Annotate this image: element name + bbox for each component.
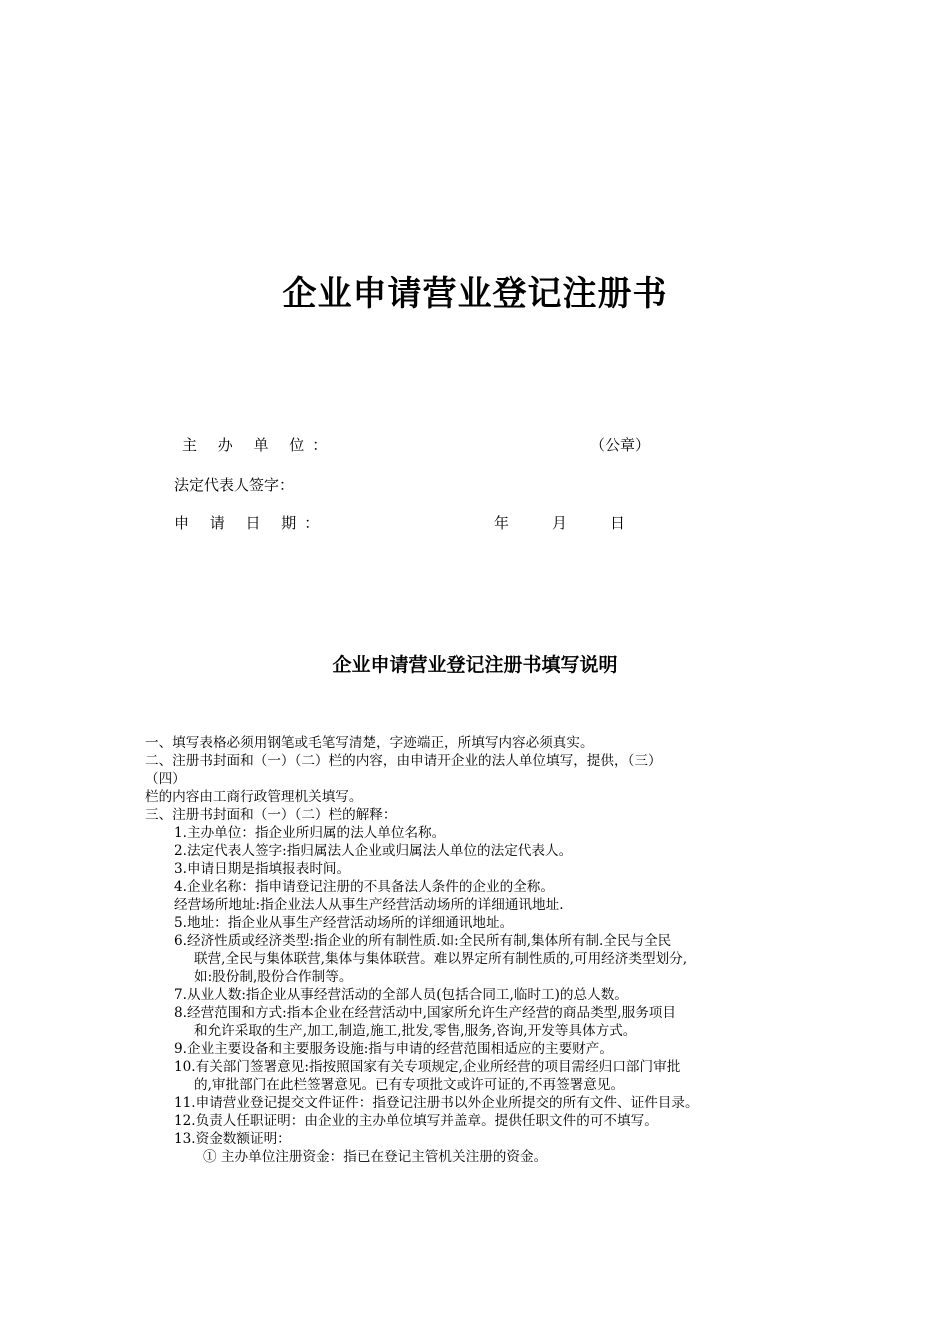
instruction-item: 11.申请营业登记提交文件证件：指登记注册书以外企业所提交的所有文件、证件目录。: [174, 1095, 699, 1111]
instruction-item: 经营场所地址:指企业法人从事生产经营活动场所的详细通讯地址.: [174, 897, 564, 913]
host-unit-label: 主 办 单 位：: [182, 436, 336, 454]
instruction-item-continuation: 联营,全民与集体联营,集体与集体联营。难以界定所有制性质的,可用经济类型划分,: [194, 951, 688, 967]
instruction-item-continuation: 和允许采取的生产,加工,制造,施工,批发,零售,服务,咨询,开发等具体方式。: [194, 1023, 637, 1039]
instructions-title: 企业申请营业登记注册书填写说明: [332, 654, 618, 676]
instruction-line: 三、注册书封面和（一）（二）栏的解释：: [145, 807, 397, 823]
instruction-item: 3.申请日期是指填报表时间。: [174, 861, 351, 877]
date-month-label: 月: [552, 514, 568, 532]
instruction-line: （四）: [145, 771, 186, 787]
instruction-item: 13.资金数额证明：: [174, 1131, 291, 1147]
instruction-item-continuation: 如:股份制,股份合作制等。: [194, 969, 353, 985]
instruction-item: 9.企业主要设备和主要服务设施:指与申请的经营范围相适应的主要财产。: [174, 1041, 613, 1057]
instruction-line: 栏的内容由工商行政管理机关填写。: [145, 789, 363, 805]
date-year-label: 年: [494, 514, 510, 532]
instruction-item: 8.经营范围和方式:指本企业在经营活动中,国家所允许生产经营的商品类型,服务项目: [174, 1005, 676, 1021]
instruction-item: 2.法定代表人签字:指归属法人企业或归属法人单位的法定代表人。: [174, 843, 573, 859]
instructions-body: [145, 734, 835, 1166]
instruction-item: 7.从业人数:指企业从事经营活动的全部人员(包括合同工,临时工)的总人数。: [174, 987, 628, 1003]
instruction-subitem: ① 主办单位注册资金：指已在登记主管机关注册的资金。: [203, 1149, 548, 1165]
instruction-item-continuation: 的,审批部门在此栏签署意见。已有专项批文或许可证的,不再签署意见。: [194, 1077, 625, 1093]
instruction-item: 5.地址：指企业从事生产经营活动场所的详细通讯地址。: [174, 915, 514, 931]
document-title: 企业申请营业登记注册书: [282, 274, 668, 314]
instruction-item: 1.主办单位：指企业所归属的法人单位名称。: [174, 825, 446, 841]
instruction-item: 10.有关部门签署意见:指按照国家有关专项规定,企业所经营的项目需经归口部门审批: [174, 1059, 681, 1075]
seal-note: （公章）: [590, 436, 651, 454]
legal-rep-signature-label: 法定代表人签字：: [174, 476, 295, 494]
date-day-label: 日: [610, 514, 626, 532]
instruction-item: 12.负责人任职证明：由企业的主办单位填写并盖章。提供任职文件的可不填写。: [174, 1113, 658, 1129]
instruction-item: 6.经济性质或经济类型:指企业的所有制性质.如:全民所有制,集体所有制.全民与全民: [174, 933, 672, 949]
application-date-label: 申 请 日 期：: [174, 514, 328, 532]
instruction-line: 一、填写表格必须用钢笔或毛笔写清楚，字迹端正，所填写内容必须真实。: [145, 735, 594, 751]
instruction-item: 4.企业名称：指申请登记注册的不具备法人条件的企业的全称。: [174, 879, 554, 895]
instruction-line: 二、注册书封面和（一）（二）栏的内容，由申请开企业的法人单位填写，提供，（三）: [145, 753, 662, 769]
